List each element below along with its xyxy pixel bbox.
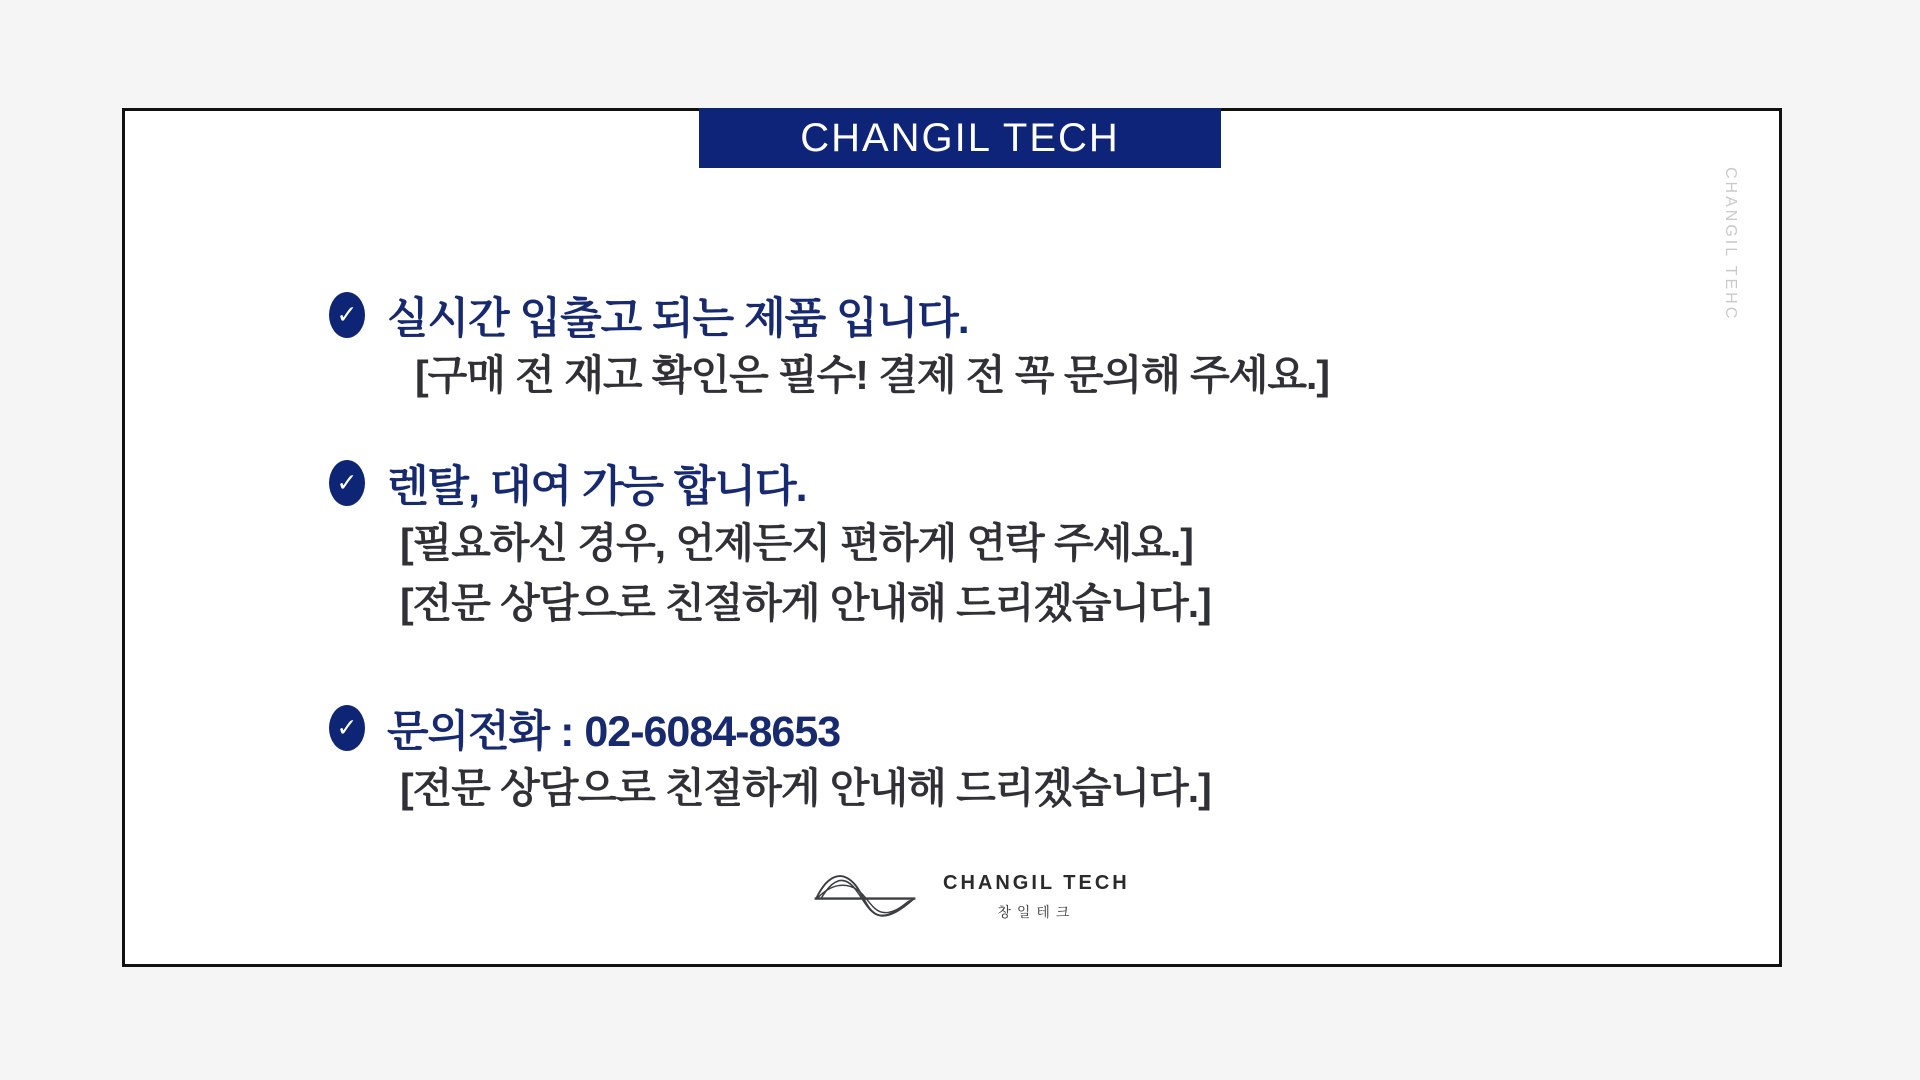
ribbon-title: CHANGIL TECH: [800, 115, 1120, 160]
notice-item-rental: [329, 453, 1211, 633]
check-circle-icon: ✓: [329, 460, 365, 506]
notice-card: [122, 108, 1782, 967]
footer-brand-logo: [813, 863, 1130, 931]
notice-heading-phone-number: 문의전화 : 02-6084-8653: [387, 707, 841, 756]
check-circle-icon: ✓: [329, 292, 365, 338]
notice-item-phone: [329, 698, 1211, 818]
notice-head: [329, 453, 1211, 513]
header-ribbon: [699, 108, 1221, 168]
check-circle-icon: ✓: [329, 705, 365, 751]
notice-subline: [구매 전 재고 확인은 필수! 결제 전 꼭 문의해 주세요.]: [415, 352, 1329, 398]
brand-name-ko: 창일테크: [997, 904, 1076, 920]
notice-head: [329, 285, 1329, 345]
brand-name-en: CHANGIL TECH: [943, 872, 1130, 894]
sine-wave-logo-icon: [813, 863, 917, 931]
notice-subline: [필요하신 경우, 언제든지 편하게 연락 주세요.]: [400, 520, 1193, 566]
notice-subline: [전문 상담으로 친절하게 안내해 드리겠습니다.]: [400, 765, 1211, 811]
notice-item-stock: [329, 285, 1329, 405]
notice-heading: 실시간 입출고 되는 제품 입니다.: [387, 294, 969, 343]
notice-subline: [전문 상담으로 친절하게 안내해 드리겠습니다.]: [400, 580, 1211, 626]
brand-text-block: [943, 872, 1130, 922]
notice-heading: 렌탈, 대여 가능 합니다.: [387, 462, 807, 511]
notice-head: [329, 698, 1211, 758]
vertical-watermark-text: CHANGIL TEHC: [1722, 167, 1739, 322]
